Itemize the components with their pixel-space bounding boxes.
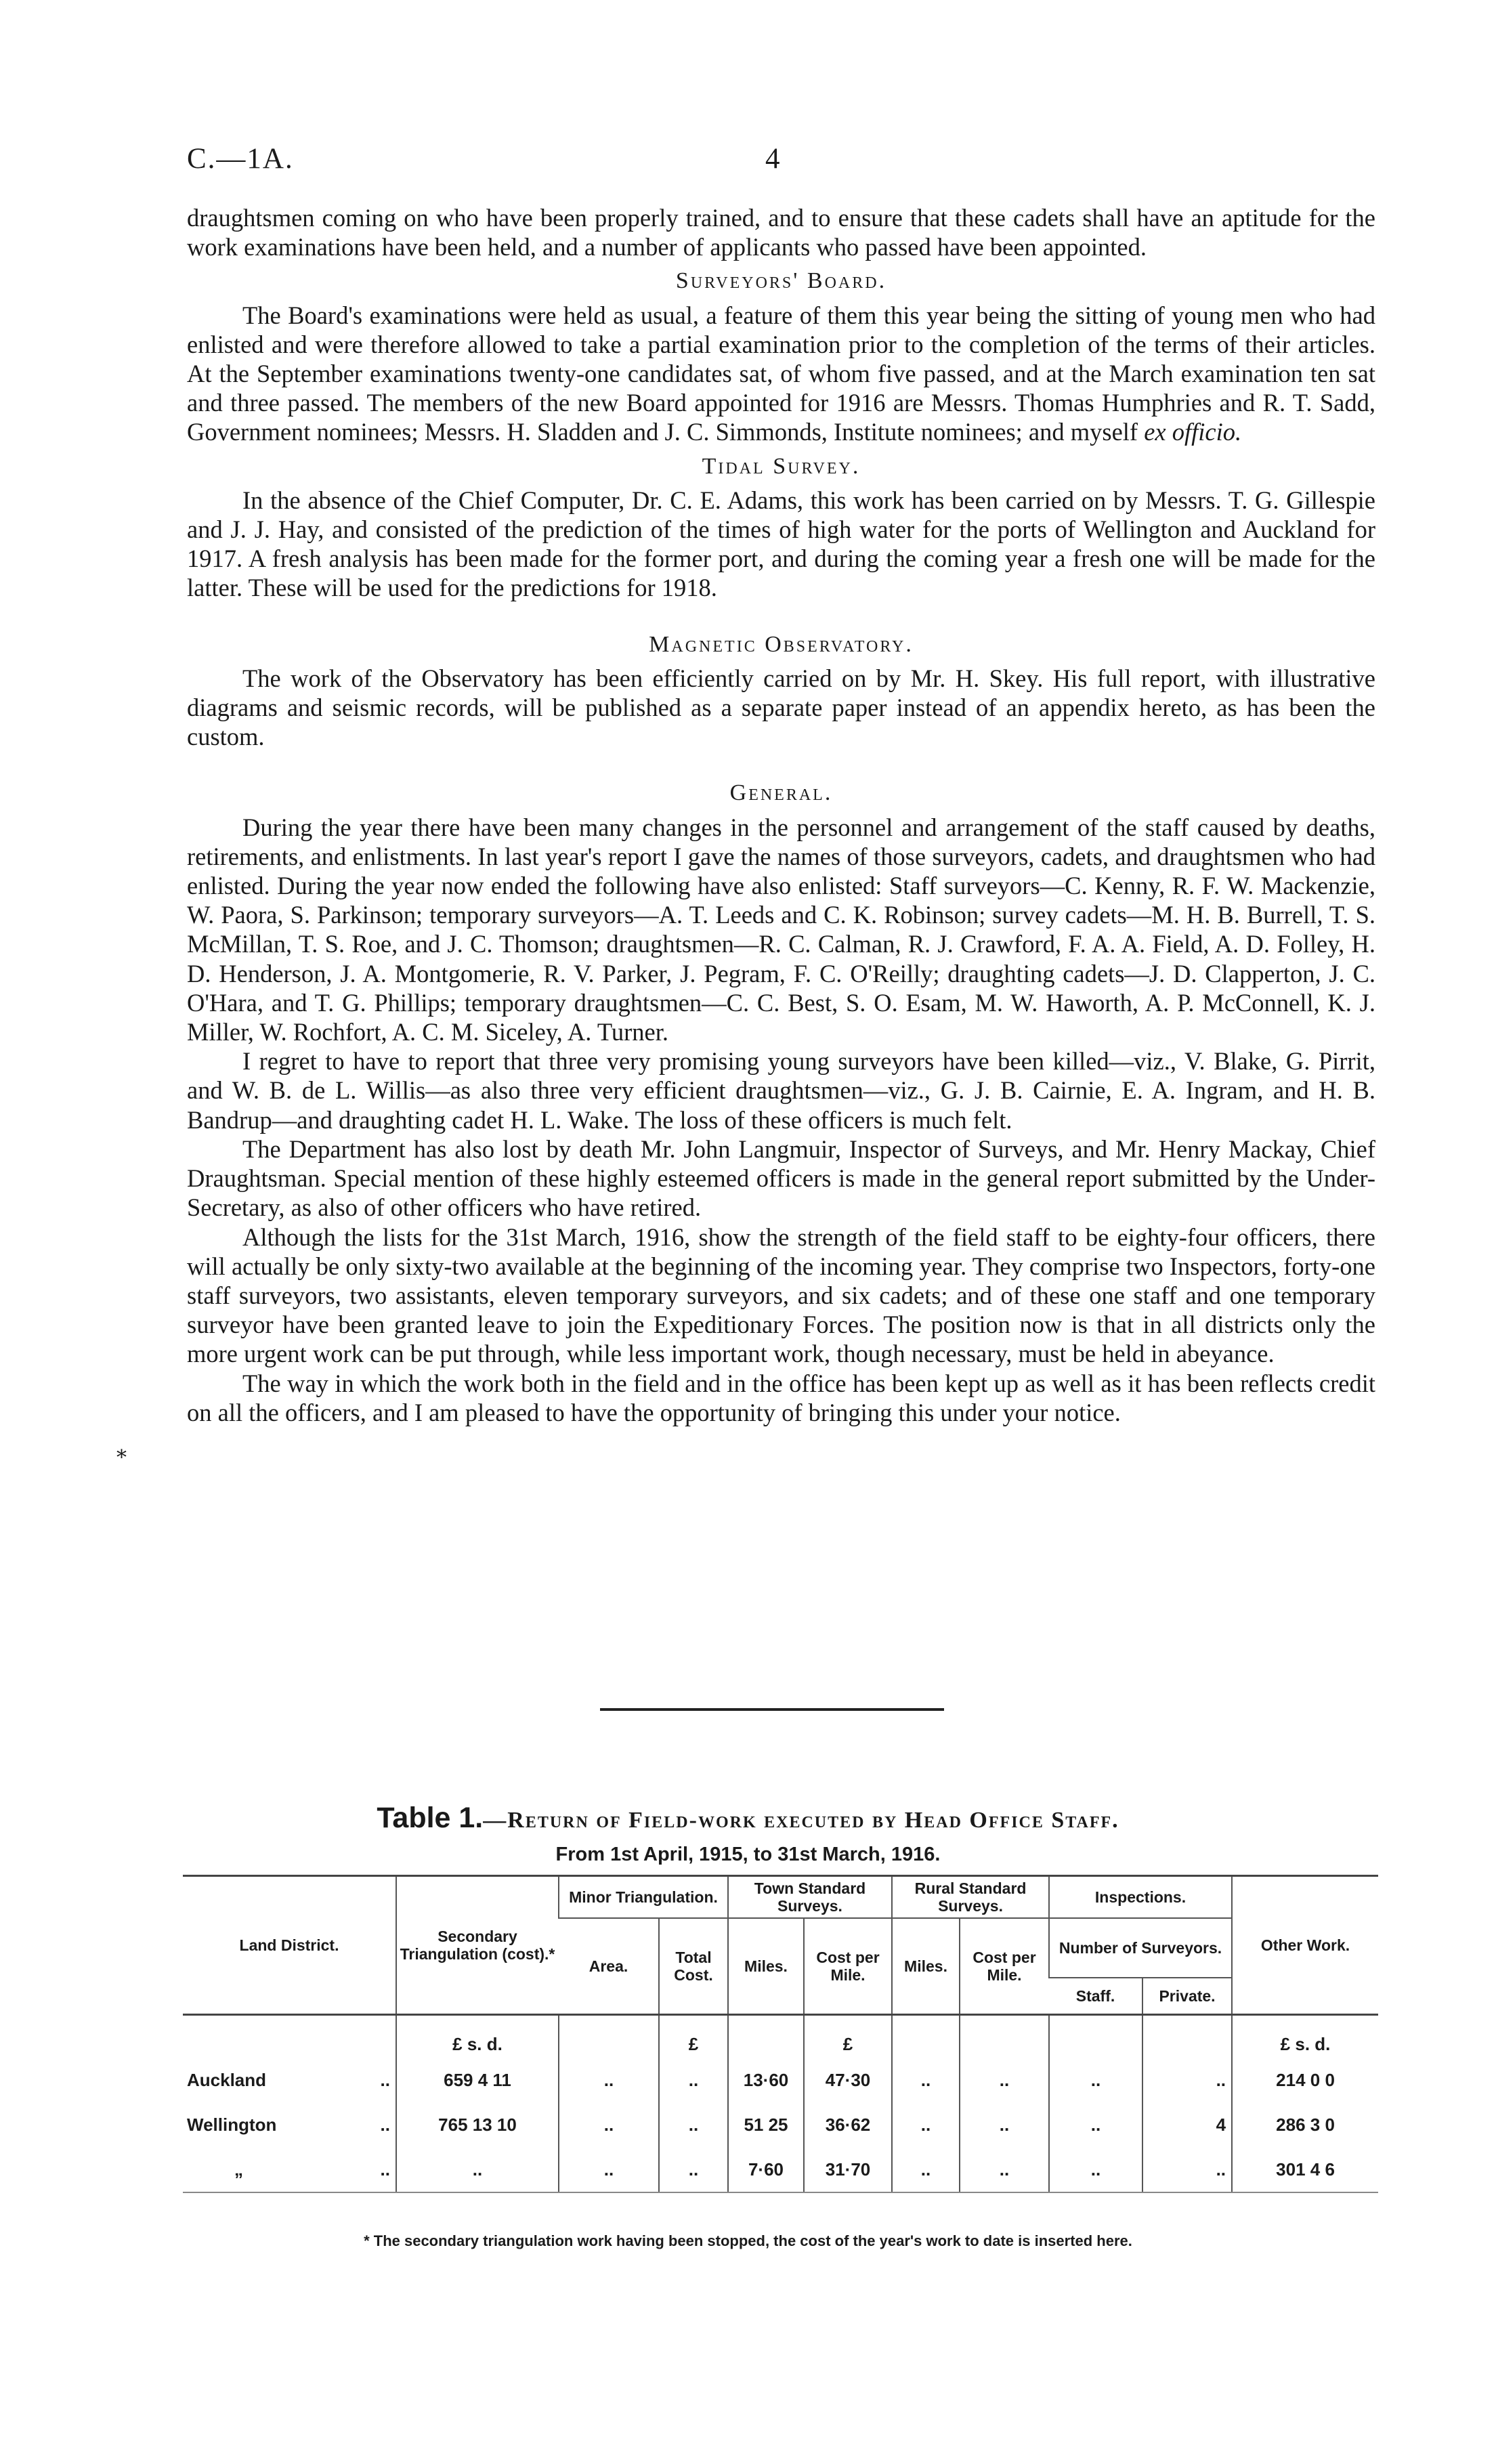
cell-minor-area: .. (559, 2058, 659, 2102)
table-row (183, 2147, 1378, 2192)
col-rural-miles: Miles. (892, 1918, 960, 2015)
cell-rural-miles: .. (892, 2102, 960, 2147)
cell-secondary: .. (396, 2147, 559, 2192)
cell-town-miles: 7·60 (728, 2147, 804, 2192)
unit-other: £ s. d. (1232, 2015, 1378, 2058)
general-paragraph-2: I regret to have to report that three very promising young surveyors have been killed—viz., V. Blake, G. Pirrit, and W. B. de L. Willis—as also three very efficient draughtsmen—viz., G. J. B. Cairnie, E. A. Ingram, and H. B. Bandrup—and draughting cadet H. L. Wake. The loss of these officers is much felt. (187, 1047, 1375, 1134)
board-text: The Board's examinations were held as usual, a feature of them this year being the sitting of young men who had enlisted and were therefore allowed to take a partial examination prior to the completion of the terms of their articles. At the September examinations twenty-one candidates sat, of whom five passed, and at the March examination ten sat and three passed. The members of the new Board appointed for 1916 are Messrs. Thomas Humphries and R. T. Sadd, Government nominees; Messrs. H. Sladden and J. C. Simmonds, Institute nominees; and myself (187, 301, 1375, 446)
tidal-paragraph: In the absence of the Chief Computer, Dr. C. E. Adams, this work has been carried on by Messrs. T. G. Gillespie and J. J. Hay, and consisted of the prediction of the times of high water for the ports of Wellington and Auckland for 1917. A fresh analysis has been made for the former port, and during the coming year a fresh one will be made for the latter. These will be used for the predictions for 1918. (187, 486, 1375, 602)
page-series-label: C.—1A. (187, 143, 294, 175)
unit-minor-total: £ (659, 2015, 728, 2058)
magnetic-paragraph: The work of the Observatory has been efficiently carried on by Mr. H. Skey. His full report, with illustrative diagrams and seismic records, will be published as a separate paper instead of an appendix hereto, as has been the custom. (187, 664, 1375, 751)
section-heading-general: General. (729, 780, 833, 806)
cell-district (183, 2102, 396, 2147)
units-row (183, 2015, 1378, 2058)
table-title-main: Table 1. (377, 1802, 484, 1834)
section-heading-surveyors-board: Surveyors' Board. (675, 268, 887, 294)
cell-town-cost: 36·62 (804, 2102, 892, 2147)
cell-rural-cost: .. (960, 2102, 1049, 2147)
col-secondary-triangulation: Secondary Triangulation (cost).* (396, 1876, 559, 2015)
cell-minor-total: .. (659, 2058, 728, 2102)
cell-staff: .. (1049, 2102, 1142, 2147)
cell-rural-miles: .. (892, 2058, 960, 2102)
section-heading-tidal-survey: Tidal Survey. (702, 453, 861, 479)
cell-other: 286 3 0 (1232, 2102, 1378, 2147)
col-staff: Staff. (1049, 1978, 1142, 2015)
unit-town-cost: £ (804, 2015, 892, 2058)
general-paragraph-5: The way in which the work both in the field and in the office has been kept up as well as it has been reflects credit on all the officers, and I am pleased to have the opportunity of bringing this under your notice. (187, 1369, 1375, 1426)
table-row (183, 2058, 1378, 2102)
district-name: Wellington (187, 2114, 277, 2135)
col-town-standard: Town Standard Surveys. (728, 1876, 892, 1919)
col-minor-area: Area. (559, 1918, 659, 2015)
col-minor-total: Total Cost. (659, 1918, 728, 2015)
cell-private: .. (1142, 2147, 1232, 2192)
cell-rural-cost: .. (960, 2147, 1049, 2192)
cell-other: 301 4 6 (1232, 2147, 1378, 2192)
section-divider (600, 1708, 944, 1711)
general-paragraph-1: During the year there have been many changes in the personnel and arrangement of the staff caused by deaths, retirements, and enlistments. In last year's report I gave the names of those surveyors, cadets, and draughtsmen who had enlisted. During the year now ended the following have also enlisted: Staff surveyors—C. Kenny, R. F. W. Mackenzie, W. Paora, S. Parkinson; temporary surveyors—A. T. Leeds and C. K. Robinson; survey cadets—M. H. B. Burrell, T. S. McMillan, T. S. Roe, and J. C. Thomson; draughtsmen—R. C. Calman, R. J. Crawford, F. A. A. Field, A. D. Folley, H. D. Henderson, J. A. Montgomerie, R. V. Parker, J. Pegram, F. C. O'Reilly; draughting cadets—J. D. Clapperton, J. C. O'Hara, and T. G. Phillips; temporary draughtsmen—C. C. Best, S. O. Esam, M. W. Haworth, A. P. McConnell, K. J. Miller, W. Rochfort, A. C. M. Siceley, A. Turner. (187, 813, 1375, 1046)
cell-district (183, 2147, 396, 2192)
cell-other: 214 0 0 (1232, 2058, 1378, 2102)
table-title (0, 1802, 1496, 1835)
cell-district (183, 2058, 396, 2102)
margin-mark-icon: ⁎ (116, 1440, 127, 1462)
intro-paragraph: draughtsmen coming on who have been properly trained, and to ensure that these cadets shall have an aptitude for the work examinations have been held, and a number of applicants who passed have been appointed. (187, 204, 1375, 261)
table-footnote: * The secondary triangulation work having been stopped, the cost of the year's work to date is inserted here. (364, 2232, 1132, 2249)
cell-town-miles: 13·60 (728, 2058, 804, 2102)
cell-private: .. (1142, 2058, 1232, 2102)
table-title-rest: —Return of Field-work executed by Head Office Staff. (483, 1808, 1119, 1833)
col-private: Private. (1142, 1978, 1232, 2015)
cell-rural-miles: .. (892, 2147, 960, 2192)
col-town-miles: Miles. (728, 1918, 804, 2015)
board-paragraph (187, 301, 1375, 447)
table-row (183, 2102, 1378, 2147)
cell-minor-total: .. (659, 2102, 728, 2147)
page-number: 4 (765, 143, 780, 175)
general-paragraph-4: Although the lists for the 31st March, 1916, show the strength of the field staff to be eighty-four officers, there will actually be only sixty-two available at the beginning of the incoming year. They comprise two Inspectors, forty-one staff surveyors, two assistants, eleven temporary surveyors, and six cadets; and of these one staff and one temporary surveyor have been granted leave to join the Expeditionary Forces. The position now is that in all districts only the more urgent work can be put through, while less important work, though necessary, must be held in abeyance. (187, 1223, 1375, 1368)
district-dots: .. (380, 2069, 390, 2090)
unit-secondary: £ s. d. (396, 2015, 559, 2058)
cell-staff: .. (1049, 2058, 1142, 2102)
col-rural-standard: Rural Standard Surveys. (892, 1876, 1049, 1919)
cell-town-cost: 31·70 (804, 2147, 892, 2192)
district-name: Auckland (187, 2069, 267, 2090)
field-work-table (183, 1875, 1378, 2193)
col-town-cost: Cost per Mile. (804, 1918, 892, 2015)
cell-private: 4 (1142, 2102, 1232, 2147)
col-rural-cost: Cost per Mile. (960, 1918, 1049, 2015)
cell-secondary: 659 4 11 (396, 2058, 559, 2102)
cell-staff: .. (1049, 2147, 1142, 2192)
cell-town-miles: 51 25 (728, 2102, 804, 2147)
col-number-of-surveyors: Number of Surveyors. (1049, 1918, 1232, 1978)
col-other-work: Other Work. (1232, 1876, 1378, 2015)
general-paragraph-3: The Department has also lost by death Mr. John Langmuir, Inspector of Surveys, and Mr. Henry Mackay, Chief Draughtsman. Special mention of these highly esteemed officers is made in the general report submitted by the Under-Secretary, as also of other officers who have retired. (187, 1134, 1375, 1222)
district-dots: .. (380, 2114, 390, 2135)
cell-town-cost: 47·30 (804, 2058, 892, 2102)
table-subtitle: From 1st April, 1915, to 31st March, 1916. (555, 1844, 941, 1865)
col-minor-triangulation: Minor Triangulation. (559, 1876, 728, 1919)
section-heading-magnetic-observatory: Magnetic Observatory. (649, 631, 914, 657)
col-land-district: Land District. (183, 1876, 396, 2015)
col-inspections: Inspections. (1049, 1876, 1232, 1919)
cell-minor-area: .. (559, 2102, 659, 2147)
cell-minor-area: .. (559, 2147, 659, 2192)
cell-rural-cost: .. (960, 2058, 1049, 2102)
cell-secondary: 765 13 10 (396, 2102, 559, 2147)
district-name: „ (234, 2159, 243, 2180)
board-italic: ex officio. (1144, 418, 1242, 446)
report-body (187, 203, 1375, 1427)
district-dots: .. (380, 2159, 390, 2180)
cell-minor-total: .. (659, 2147, 728, 2192)
